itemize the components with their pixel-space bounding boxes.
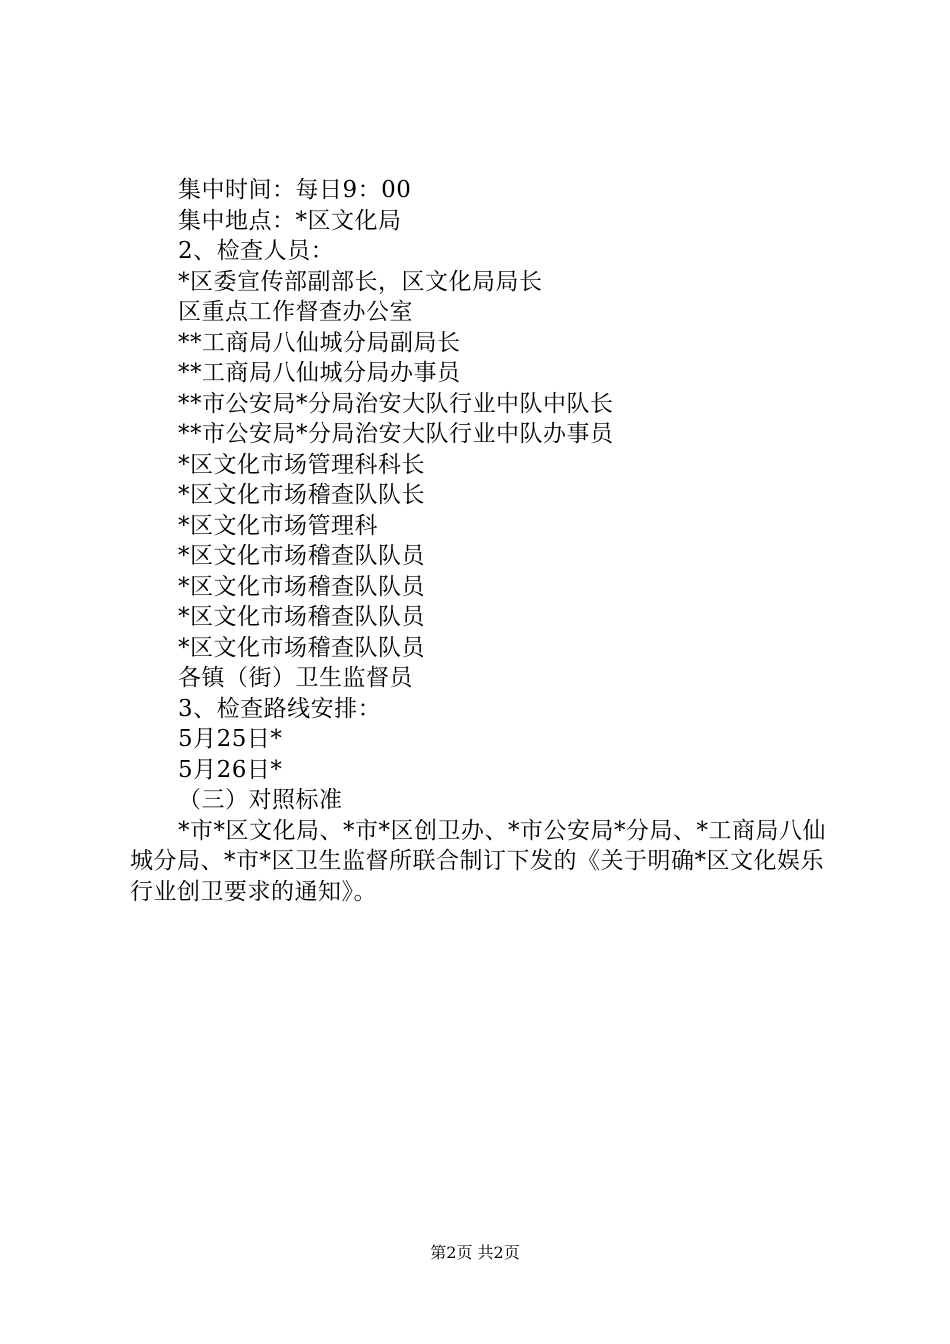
- text-line: *区文化市场稽查队队员: [178, 573, 425, 600]
- text-line: *区委宣传部副部长，区文化局局长: [178, 268, 543, 295]
- body-paragraph: *市*区文化局、*市*区创卫办、*市公安局*分局、*工商局八仙城分局、*市*区卫生监督所联合制订下发的《关于明确*区文化娱乐行业创卫要求的通知》。: [130, 817, 826, 905]
- text-line: **市公安局*分局治安大队行业中队中队长: [178, 390, 614, 417]
- text-line: **工商局八仙城分局副局长: [178, 329, 461, 356]
- text-line: 5月25日*: [178, 726, 283, 752]
- text-line: 3、检查路线安排：: [178, 695, 382, 722]
- text-line: 各镇（街）卫生监督员: [178, 665, 413, 691]
- text-line: *区文化市场稽查队队长: [178, 482, 425, 508]
- text-line: 集中时间：每日9：00: [178, 177, 412, 203]
- section-heading: （三）对照标准: [178, 787, 343, 813]
- text-line: 5月26日*: [178, 756, 283, 783]
- text-line: 集中地点：*区文化局: [178, 207, 402, 234]
- text-line: *区文化市场稽查队队员: [178, 634, 425, 661]
- text-line: *区文化市场稽查队队员: [178, 543, 425, 569]
- text-line: 2、检查人员：: [178, 238, 335, 264]
- text-line: *区文化市场管理科科长: [178, 451, 425, 478]
- text-line: **市公安局*分局治安大队行业中队办事员: [178, 421, 614, 447]
- text-line: *区文化市场管理科: [178, 512, 378, 539]
- text-line: 区重点工作督查办公室: [178, 299, 413, 325]
- text-line: *区文化市场稽查队队员: [178, 604, 425, 630]
- document-body: [130, 175, 835, 907]
- text-line: **工商局八仙城分局办事员: [178, 360, 461, 386]
- page-footer: 第2页 共2页: [430, 1243, 520, 1262]
